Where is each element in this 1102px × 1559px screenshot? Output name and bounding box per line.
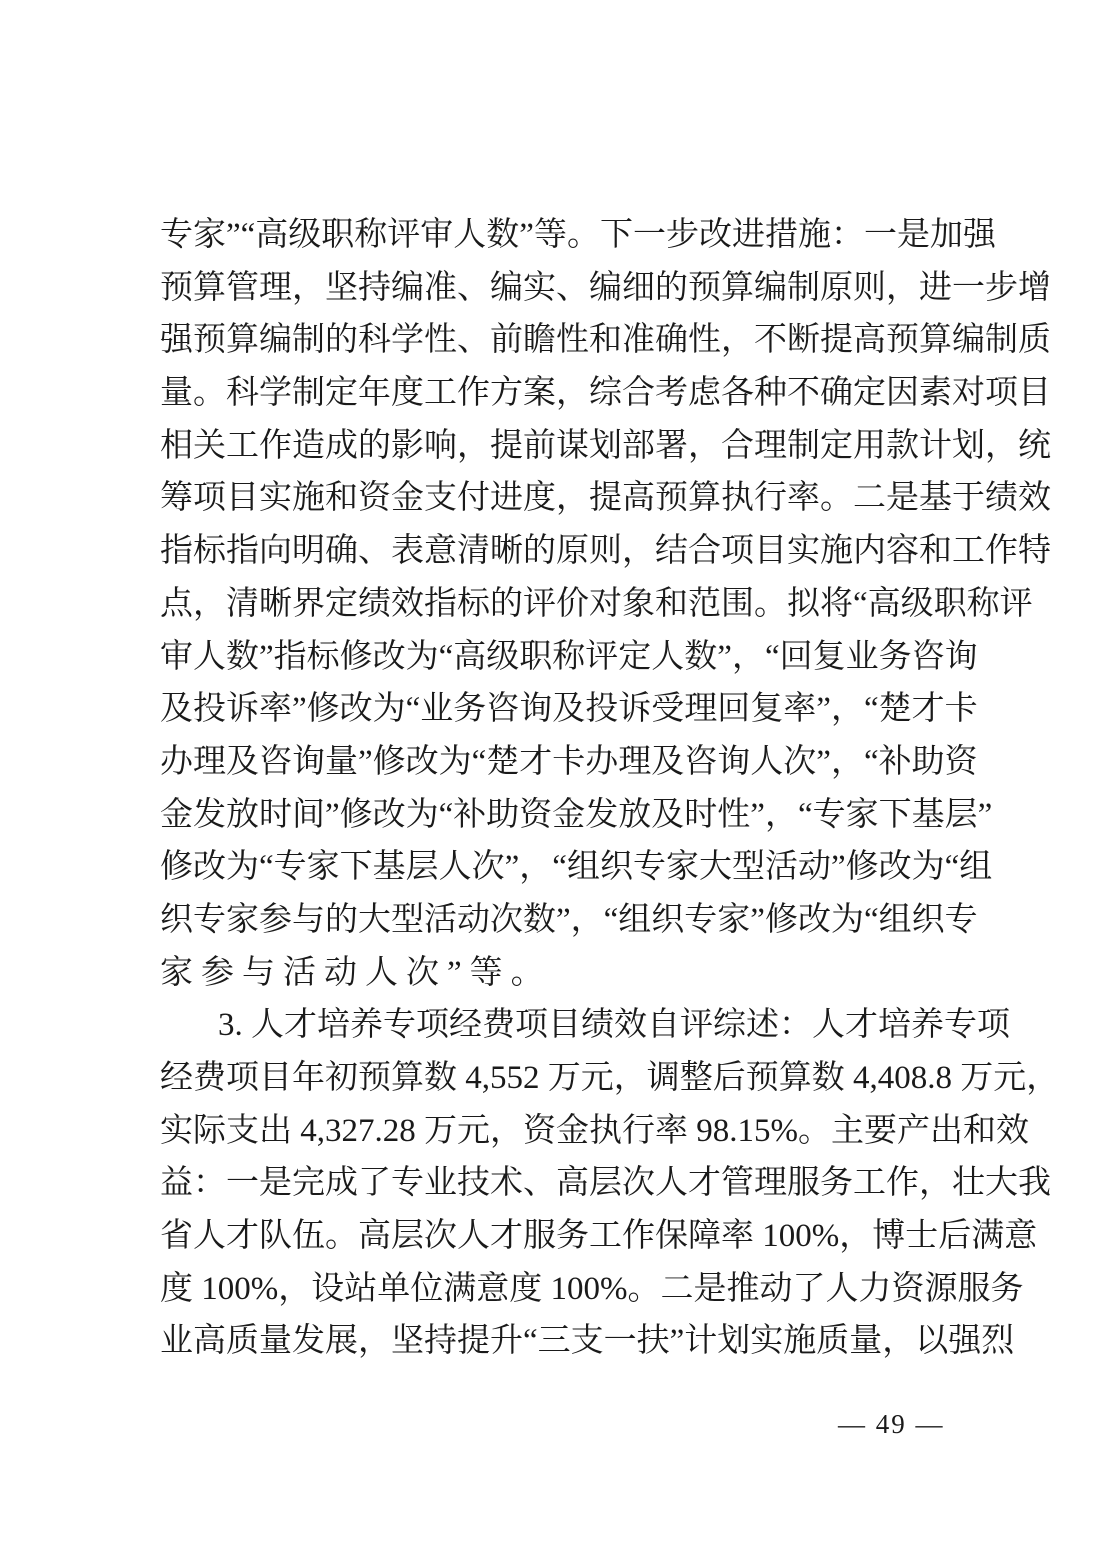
text-line: 专家”“高级职称评审人数”等。下一步改进措施：一是加强 bbox=[160, 217, 996, 253]
text-line: 业高质量发展，坚持提升“三支一扶”计划实施质量，以强烈 bbox=[160, 1323, 1015, 1360]
text-line: 3. 人才培养专项经费项目绩效自评综述：人才培养专项 bbox=[218, 1007, 1010, 1044]
text-line: 及投诉率”修改为“业务咨询及投诉受理回复率”，“楚才卡 bbox=[160, 691, 978, 728]
body-text bbox=[160, 209, 1060, 1368]
paragraph-continuation bbox=[160, 209, 1051, 999]
text-line: 指标指向明确、表意清晰的原则，结合项目实施内容和工作特 bbox=[160, 533, 1051, 570]
text-line: 相关工作造成的影响，提前谋划部署，合理制定用款计划，统 bbox=[160, 427, 1051, 464]
text-line: 强预算编制的科学性、前瞻性和准确性，不断提高预算编制质 bbox=[160, 322, 1051, 359]
text-line: 金发放时间”修改为“补助资金发放及时性”，“专家下基层” bbox=[160, 796, 993, 833]
text-line: 量。科学制定年度工作方案，综合考虑各种不确定因素对项目 bbox=[160, 375, 1051, 412]
text-line: 预算管理，坚持编准、编实、编细的预算编制原则，进一步增 bbox=[160, 269, 1051, 306]
text-line: 审人数”指标修改为“高级职称评定人数”，“回复业务咨询 bbox=[160, 638, 978, 675]
page-number: — 49 — bbox=[838, 1409, 945, 1439]
paragraph-item-3 bbox=[160, 999, 1060, 1368]
text-line: 益：一是完成了专业技术、高层次人才管理服务工作，壮大我 bbox=[160, 1165, 1051, 1202]
text-line: 省人才队伍。高层次人才服务工作保障率 100%，博士后满意 bbox=[160, 1218, 1038, 1255]
text-line: 办理及咨询量”修改为“楚才卡办理及咨询人次”，“补助资 bbox=[160, 743, 978, 780]
text-line: 经费项目年初预算数 4,552 万元，调整后预算数 4,408.8 万元， bbox=[160, 1060, 1060, 1096]
text-line: 实际支出 4,327.28 万元，资金执行率 98.15%。主要产出和效 bbox=[160, 1112, 1029, 1149]
text-line: 筹项目实施和资金支付进度，提高预算执行率。二是基于绩效 bbox=[160, 480, 1051, 517]
text-line: 家参与活动人次”等。 bbox=[160, 954, 552, 991]
text-line: 织专家参与的大型活动次数”，“组织专家”修改为“组织专 bbox=[160, 901, 978, 938]
text-line: 修改为“专家下基层人次”，“组织专家大型活动”修改为“组 bbox=[160, 849, 993, 886]
text-line: 点，清晰界定绩效指标的评价对象和范围。拟将“高级职称评 bbox=[160, 585, 1033, 622]
text-line: 度 100%，设站单位满意度 100%。二是推动了人力资源服务 bbox=[160, 1270, 1024, 1307]
